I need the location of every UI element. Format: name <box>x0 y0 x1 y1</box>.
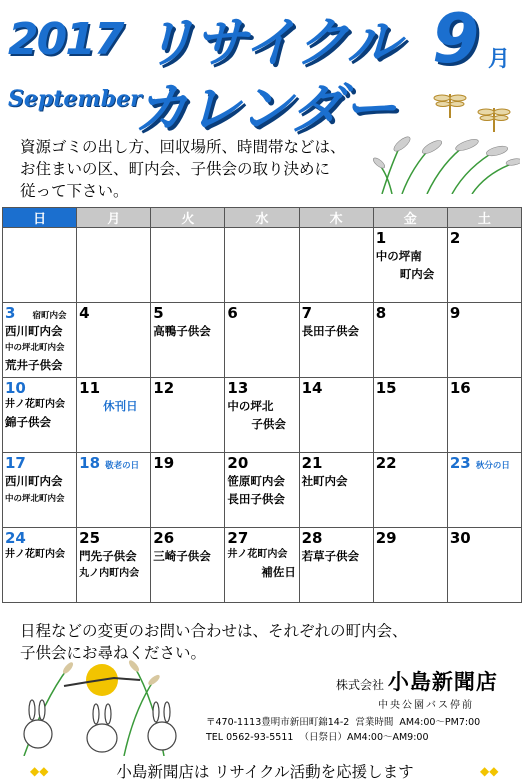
holiday-label: 秋分の日 <box>475 461 510 471</box>
collection-group: 中の坪南 <box>375 249 422 263</box>
weekday-header-row <box>3 208 522 228</box>
intro-line: 従って下さい。 <box>20 182 129 200</box>
calendar-cell-8 <box>373 303 447 378</box>
calendar-cell-empty <box>77 228 151 303</box>
collection-group: 錦子供会 <box>5 415 51 429</box>
calendar-cell-21 <box>299 453 373 528</box>
calendar-cell-27 <box>225 528 299 603</box>
collection-group: 門先子供会 <box>79 549 137 563</box>
calendar-cell-11 <box>77 378 151 453</box>
day-number: 29 <box>375 529 397 547</box>
intro-text <box>20 136 370 202</box>
calendar-cell-26 <box>151 528 225 603</box>
calendar-cell-empty <box>3 228 77 303</box>
day-number: 14 <box>301 379 323 397</box>
calendar-cell-20 <box>225 453 299 528</box>
collection-group: 高鴨子供会 <box>153 324 211 338</box>
collection-group: 子供会 <box>251 417 286 431</box>
day-number: 13 <box>227 379 249 397</box>
company-address <box>206 715 480 745</box>
collection-group: 長田子供会 <box>227 492 285 506</box>
collection-group: 丸ノ内町内会 <box>79 568 140 579</box>
calendar-cell-4 <box>77 303 151 378</box>
collection-group: 社町内会 <box>301 474 348 488</box>
intro-line: 資源ゴミの出し方、回収場所、時間帯などは、 <box>20 138 346 156</box>
collection-group: 宿町内会 <box>32 311 67 321</box>
day-number: 20 <box>227 454 249 472</box>
calendar-cell-10 <box>3 378 77 453</box>
day-number: 23 <box>449 454 471 472</box>
weekday-sat: 土 <box>447 208 521 228</box>
calendar-cell-3 <box>3 303 77 378</box>
day-number: 21 <box>301 454 323 472</box>
diamond-icon: ◆◆ <box>480 764 499 778</box>
day-number: 1 <box>375 229 387 247</box>
holiday-label: 敬老の日 <box>105 461 140 471</box>
slogan: 小島新聞店は リサイクル活動を応援します <box>116 763 414 781</box>
collection-group: 補佐日 <box>261 565 296 579</box>
company-location: 中央公園バス停前 <box>378 700 474 711</box>
day-number: 9 <box>449 304 461 322</box>
week-row <box>3 303 522 378</box>
collection-group: 荒井子供会 <box>5 358 63 372</box>
collection-group: 西川町内会 <box>5 324 63 338</box>
calendar-cell-empty <box>225 228 299 303</box>
weekday-thu: 木 <box>299 208 373 228</box>
diamond-icon: ◆◆ <box>30 764 49 778</box>
calendar-cell-7 <box>299 303 373 378</box>
day-number: 18 <box>79 454 101 472</box>
calendar-cell-19 <box>151 453 225 528</box>
holiday-label: 休刊日 <box>103 399 138 413</box>
day-number: 17 <box>5 454 26 472</box>
day-number: 8 <box>375 304 387 322</box>
contact-note-line: 子供会にお尋ねください。 <box>20 644 207 662</box>
collection-group: 長田子供会 <box>301 324 360 338</box>
day-number: 22 <box>375 454 397 472</box>
day-number: 6 <box>227 304 238 322</box>
calendar-cell-1 <box>373 228 447 303</box>
calendar-cell-22 <box>373 453 447 528</box>
calendar-cell-6 <box>225 303 299 378</box>
weekday-mon: 月 <box>77 208 151 228</box>
company-name <box>336 666 498 696</box>
collection-group: 中の坪北 <box>227 399 274 413</box>
day-number: 3 <box>5 304 16 322</box>
calendar-cell-9 <box>447 303 521 378</box>
collection-group: 西川町内会 <box>5 474 63 488</box>
day-number: 25 <box>79 529 101 547</box>
week-row <box>3 528 522 603</box>
day-number: 4 <box>79 304 90 322</box>
calendar-cell-16 <box>447 378 521 453</box>
calendar-cell-empty <box>151 228 225 303</box>
calendar-cell-13 <box>225 378 299 453</box>
week-row <box>3 453 522 528</box>
header-month-number: 9 <box>432 0 480 79</box>
address-line: 〒470-1113豊明市新田町錦14-2 営業時間 AM4:00〜PM7:00 <box>206 717 481 728</box>
weekday-fri: 金 <box>373 208 447 228</box>
collection-group: 井ノ花町内会 <box>227 549 288 560</box>
calendar-cell-29 <box>373 528 447 603</box>
intro-line: お住まいの区、町内会、子供会の取り決めに <box>20 160 331 178</box>
calendar-cell-14 <box>299 378 373 453</box>
contact-note <box>20 620 500 664</box>
day-number: 7 <box>301 304 312 322</box>
calendar-cell-15 <box>373 378 447 453</box>
header-month-unit: 月 <box>488 47 511 72</box>
collection-group: 井ノ花町内会 <box>5 399 65 410</box>
calendar-cell-25 <box>77 528 151 603</box>
collection-group: 若草子供会 <box>301 549 360 563</box>
day-number: 28 <box>301 529 323 547</box>
company-prefix: 株式会社 <box>336 678 385 692</box>
pampas-grass-icon <box>372 132 520 194</box>
collection-group: 中の坪北町内会 <box>5 343 65 353</box>
day-number: 10 <box>5 379 26 397</box>
week-row <box>3 228 522 303</box>
day-number: 15 <box>375 379 397 397</box>
collection-group: 中の坪北町内会 <box>5 494 65 504</box>
calendar-grid <box>2 207 522 603</box>
header-month-en: September <box>8 86 142 112</box>
day-number: 16 <box>449 379 471 397</box>
day-number: 5 <box>153 304 164 322</box>
collection-group: 町内会 <box>399 267 435 281</box>
calendar-cell-2 <box>447 228 521 303</box>
day-number: 24 <box>5 529 26 547</box>
collection-group: 三崎子供会 <box>153 549 211 563</box>
day-number: 27 <box>227 529 249 547</box>
contact-note-line: 日程などの変更のお問い合わせは、それぞれの町内会、 <box>20 622 408 640</box>
day-number: 19 <box>153 454 175 472</box>
calendar-cell-28 <box>299 528 373 603</box>
calendar-cell-empty <box>299 228 373 303</box>
day-number: 11 <box>79 379 101 397</box>
day-number: 12 <box>153 379 175 397</box>
calendar-cell-12 <box>151 378 225 453</box>
calendar-cell-24 <box>3 528 77 603</box>
collection-group: 笹原町内会 <box>227 474 285 488</box>
day-number: 30 <box>449 529 471 547</box>
header-year: 2017 <box>8 14 123 65</box>
rabbit-moon-illustration <box>4 660 200 756</box>
header-title-line2: カレンダー <box>134 77 396 140</box>
weekday-tue: 火 <box>151 208 225 228</box>
dragonfly-icon <box>420 88 520 138</box>
collection-group: 井ノ花町内会 <box>5 549 65 560</box>
weekday-sun: 日 <box>3 208 77 228</box>
day-number: 26 <box>153 529 175 547</box>
phone-hours-line: TEL 0562-93-5511 （日祭日）AM4:00〜AM9:00 <box>206 732 429 743</box>
calendar-cell-30 <box>447 528 521 603</box>
weekday-wed: 水 <box>225 208 299 228</box>
week-row <box>3 378 522 453</box>
company-name-main: 小島新聞店 <box>387 670 498 694</box>
calendar-cell-5 <box>151 303 225 378</box>
day-number: 2 <box>449 229 461 247</box>
calendar-cell-17 <box>3 453 77 528</box>
calendar-cell-23 <box>447 453 521 528</box>
calendar-cell-18 <box>77 453 151 528</box>
header-title-line1: リサイクル <box>142 11 400 74</box>
